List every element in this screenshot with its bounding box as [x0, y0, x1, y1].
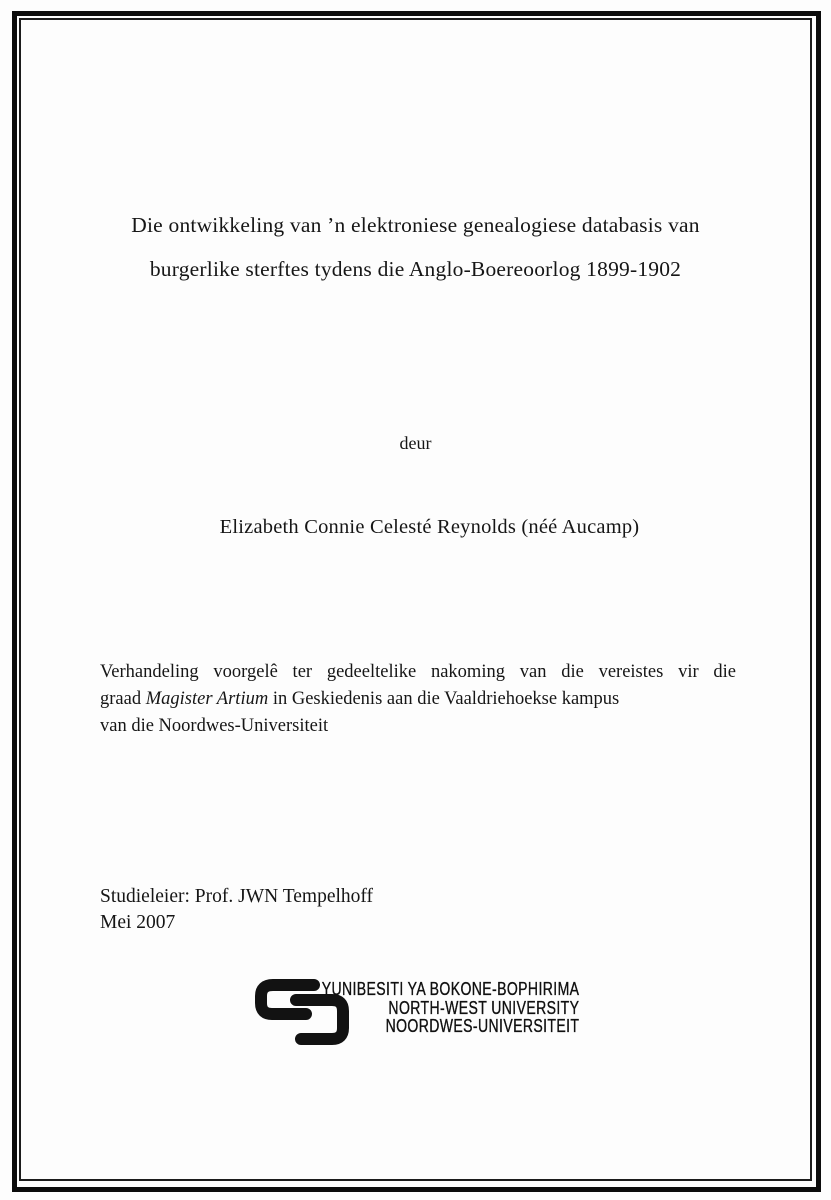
statement-line-1: Verhandeling voorgelê ter gedeeltelike nakoming van die vereistes vir die — [100, 662, 736, 682]
statement-line-2 — [100, 686, 736, 713]
thesis-title — [0, 203, 831, 291]
thesis-title-line-2: burgerlike sterftes tydens die Anglo-Boereoorlog 1899-1902 — [149, 257, 682, 281]
degree-name: Magister Artium — [145, 688, 269, 709]
statement-line-3: van die Noordwes-Universiteit — [100, 715, 329, 736]
byline-label: deur — [399, 433, 432, 453]
logo-line-setswana: YUNIBESITI YA BOKONE-BOPHIRIMA — [321, 979, 579, 999]
thesis-statement — [100, 659, 736, 739]
supervisor-block — [100, 884, 373, 935]
supervisor-line: Studieleier: Prof. JWN Tempelhoff — [100, 886, 374, 907]
logo-line-afrikaans: NOORDWES-UNIVERSITEIT — [385, 1016, 579, 1037]
university-logo — [255, 976, 579, 1048]
thesis-title-line-1: Die ontwikkeling van ’n elektroniese genealogiese databasis van — [131, 213, 700, 237]
date-line: Mei 2007 — [100, 911, 176, 933]
statement-line-2-suffix: in Geskiedenis aan die Vaaldriehoekse kampus — [268, 688, 620, 709]
university-logo-wordmark — [321, 980, 579, 1036]
statement-line-2-prefix: graad — [100, 688, 146, 709]
logo-line-english: NORTH-WEST UNIVERSITY — [388, 997, 579, 1018]
author-name: Elizabeth Connie Celesté Reynolds (néé Aucamp) — [219, 516, 640, 538]
